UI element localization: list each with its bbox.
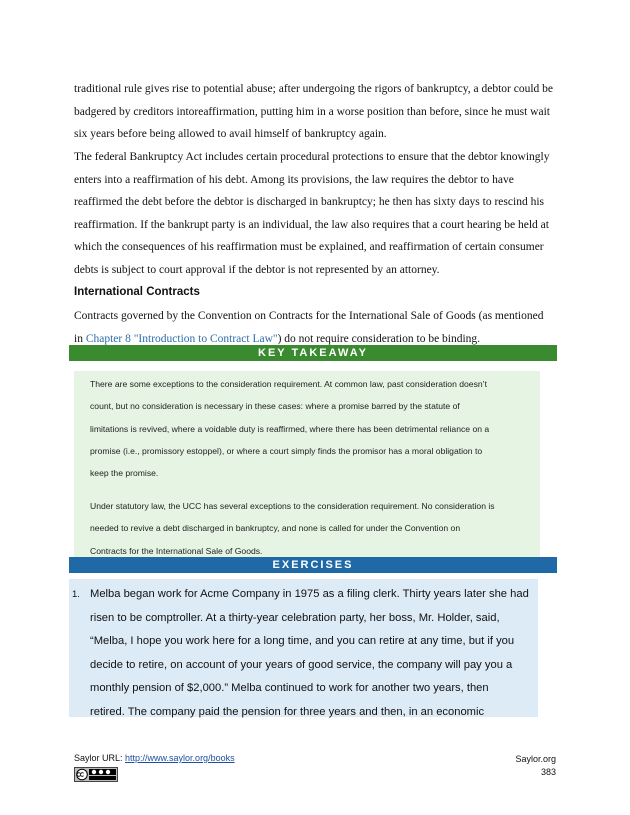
text-line: promise (i.e., promissory estoppel), or where a court simply finds the promisor has a moral obligation to xyxy=(90,445,483,456)
paragraph-bankruptcy-abuse xyxy=(74,78,556,146)
text-line: keep the promise. xyxy=(90,468,159,479)
paragraph-international-contracts xyxy=(74,305,556,350)
exercise-number: 1. xyxy=(72,589,80,600)
text-line: badgered by creditors intoreaffirmation, putting him in a worse position than before, since he must wait xyxy=(74,105,550,118)
text-line: enters into a reaffirmation of his debt. Among its provisions, the law requires the debtor to have xyxy=(74,173,514,186)
text-line: retired. The company paid the pension for three years and then, in an economic xyxy=(90,705,485,718)
text-line: There are some exceptions to the consideration requirement. At common law, past consideration doesn’t xyxy=(90,379,487,389)
exercise-item-1 xyxy=(90,583,536,724)
footer-url xyxy=(74,753,235,763)
key-takeaway-paragraph-2 xyxy=(90,495,542,562)
text-line: decide to retire, on account of your years of good service, the company will pay you a xyxy=(90,658,513,671)
text-line: Contracts governed by the Convention on Contracts for the International Sale of Goods (as mentioned xyxy=(74,310,544,322)
section-heading: International Contracts xyxy=(74,286,200,298)
exercises-header: EXERCISES xyxy=(69,557,557,573)
text-line: monthly pension of $2,000.” Melba continued to work for another two years, then xyxy=(90,682,489,694)
text-line: Under statutory law, the UCC has several exceptions to the consideration requirement. No consideration is xyxy=(90,501,495,511)
key-takeaway-header: KEY TAKEAWAY xyxy=(69,345,557,361)
chapter-8-link[interactable]: Chapter 8 "Introduction to Contract Law" xyxy=(85,332,278,345)
text-line: limitations is revived, where a voidable duty is reaffirmed, where there has been detrimental reliance on a xyxy=(90,423,490,434)
text-line: reaffirmed the debt before the debtor is discharged in bankruptcy; he then has sixty days to rescind his xyxy=(74,196,544,208)
text-line: Melba began work for Acme Company in 1975 as a filing clerk. Thirty years later she had xyxy=(90,588,529,600)
text-line: six years before being allowed to avail himself of bankruptcy again. xyxy=(74,128,387,140)
text-line: needed to revive a debt discharged in bankruptcy, and none is called for under the Convention on xyxy=(90,523,461,534)
text-line: risen to be comptroller. At a thirty-year celebration party, her boss, Mr. Holder, said, xyxy=(90,611,500,624)
page-number: 383 xyxy=(540,767,556,777)
text-line: Contracts for the International Sale of Goods. xyxy=(90,545,263,556)
footer-site: Saylor.org xyxy=(515,754,556,764)
saylor-books-link[interactable]: http://www.saylor.org/books xyxy=(125,753,235,763)
text-fragment: in xyxy=(74,332,86,345)
footer-right xyxy=(515,753,556,779)
paragraph-bankruptcy-act xyxy=(74,146,556,281)
footer-url-label: Saylor URL: xyxy=(74,753,126,763)
text-line: which the consequences of his reaffirmation must be explained, and reaffirmation of certain consumer xyxy=(74,241,544,253)
text-line: reaffirmation. If the bankrupt party is an individual, the law also requires that a court hearing be held at xyxy=(74,218,549,231)
key-takeaway-paragraph-1 xyxy=(90,373,542,484)
text-fragment: ) do not require consideration to be binding. xyxy=(277,332,481,345)
text-line: The federal Bankruptcy Act includes certain procedural protections to ensure that the debtor knowingly xyxy=(74,151,550,163)
text-line: “Melba, I hope you work here for a long time, and you can retire at any time, but if you xyxy=(90,635,515,647)
text-line: count, but no consideration is necessary in these cases: where a promise barred by the statute of xyxy=(90,401,460,412)
text-line: traditional rule gives rise to potential abuse; after undergoing the rigors of bankruptcy, a debtor could be xyxy=(74,83,554,95)
text-line: debts is subject to court approval if the debtor is not represented by an attorney. xyxy=(74,263,440,276)
creative-commons-license-icon xyxy=(74,767,118,782)
